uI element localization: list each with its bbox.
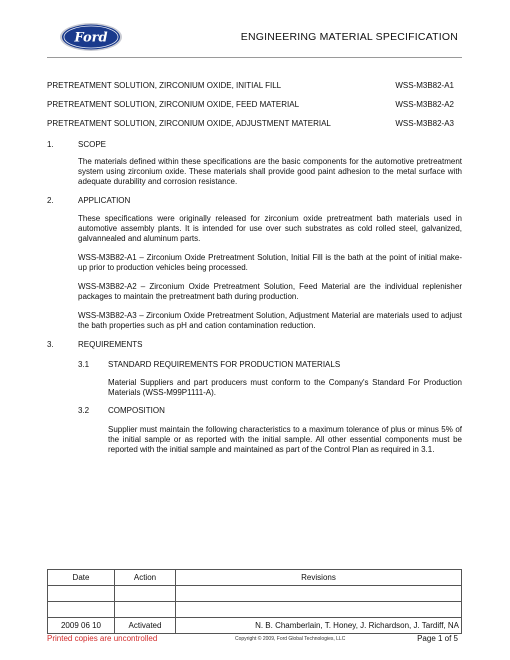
column-header-revisions: Revisions [176, 570, 462, 586]
cell-action [115, 586, 176, 602]
column-header-date: Date [48, 570, 115, 586]
section-number: 1. [47, 140, 54, 149]
subsection-title: STANDARD REQUIREMENTS FOR PRODUCTION MATERIALS [108, 360, 341, 369]
cell-revision [176, 602, 462, 618]
subsection-number: 3.2 [78, 406, 90, 415]
paragraph: WSS-M3B82-A2 – Zirconium Oxide Pretreatment Solution, Feed Material are the individual replenisher packages to maintain the pretreatment bath during production. [78, 282, 462, 301]
ford-logo [59, 22, 123, 52]
cell-action: Activated [115, 618, 176, 634]
spec-name: PRETREATMENT SOLUTION, ZIRCONIUM OXIDE, FEED MATERIAL [47, 100, 300, 109]
section-title: REQUIREMENTS [78, 340, 143, 349]
section-title: SCOPE [78, 140, 107, 149]
section-title: APPLICATION [78, 196, 131, 205]
spec-line [47, 81, 462, 90]
spec-code: WSS-M3B82-A3 [395, 119, 454, 128]
cell-revision [176, 586, 462, 602]
paragraph: WSS-M3B82-A1 – Zirconium Oxide Pretreatment Solution, Initial Fill is the bath at the point of initial make-up prior to production vehicles being processed. [78, 253, 462, 272]
revisions-table [47, 569, 462, 634]
paragraph: These specifications were originally released for zirconium oxide pretreatment bath materials used in automotive assembly plants. It is intended for use over such substrates as cold rolled steel, galvanized, galvannealed and aluminum parts. [78, 214, 462, 243]
cell-action [115, 602, 176, 618]
table-row [48, 618, 462, 634]
subsection-title: COMPOSITION [108, 406, 165, 415]
spec-name: PRETREATMENT SOLUTION, ZIRCONIUM OXIDE, INITIAL FILL [47, 81, 282, 90]
spec-code: WSS-M3B82-A2 [395, 100, 454, 109]
section-number: 2. [47, 196, 54, 205]
cell-revision: N. B. Chamberlain, T. Honey, J. Richardson, J. Tardiff, NA [176, 618, 462, 634]
document-title: ENGINEERING MATERIAL SPECIFICATION [240, 31, 458, 43]
paragraph: Supplier must maintain the following characteristics to a maximum tolerance of plus or minus 5% of the initial sample or as reported with the initial sample. All other essential components must be reported with the initial sample and maintained as part of the Control Plan as required in 3.1. [108, 425, 462, 454]
spec-code: WSS-M3B82-A1 [395, 81, 454, 90]
spec-name: PRETREATMENT SOLUTION, ZIRCONIUM OXIDE, ADJUSTMENT MATERIAL [47, 119, 331, 128]
cell-date: 2009 06 10 [48, 618, 115, 634]
column-header-action: Action [115, 570, 176, 586]
spec-line [47, 119, 462, 128]
cell-date [48, 586, 115, 602]
copyright-notice: Copyright © 2009, Ford Global Technologies, LLC [235, 636, 346, 642]
paragraph: WSS-M3B82-A3 – Zirconium Oxide Pretreatment Solution, Adjustment Material are materials used to adjust the bath properties such as pH and cation contamination reduction. [78, 311, 462, 330]
subsection-number: 3.1 [78, 360, 90, 369]
page-number: Page 1 of 5 [417, 634, 458, 643]
paragraph: Material Suppliers and part producers must conform to the Company's Standard For Production Materials (WSS-M99P1111-A). [108, 378, 462, 397]
table-header-row [48, 570, 462, 586]
spec-line [47, 100, 462, 109]
cell-date [48, 602, 115, 618]
section-number: 3. [47, 340, 54, 349]
table-row [48, 586, 462, 602]
uncontrolled-copy-notice: Printed copies are uncontrolled [47, 634, 158, 643]
paragraph: The materials defined within these specifications are the basic components for the automotive pretreatment system using zirconium oxide. These materials shall provide good paint adhesion to the metal surface with adequate durability and corrosion resistance. [78, 157, 462, 186]
header-divider [47, 57, 462, 58]
logo-lettering: Ford [74, 30, 108, 46]
table-row [48, 602, 462, 618]
